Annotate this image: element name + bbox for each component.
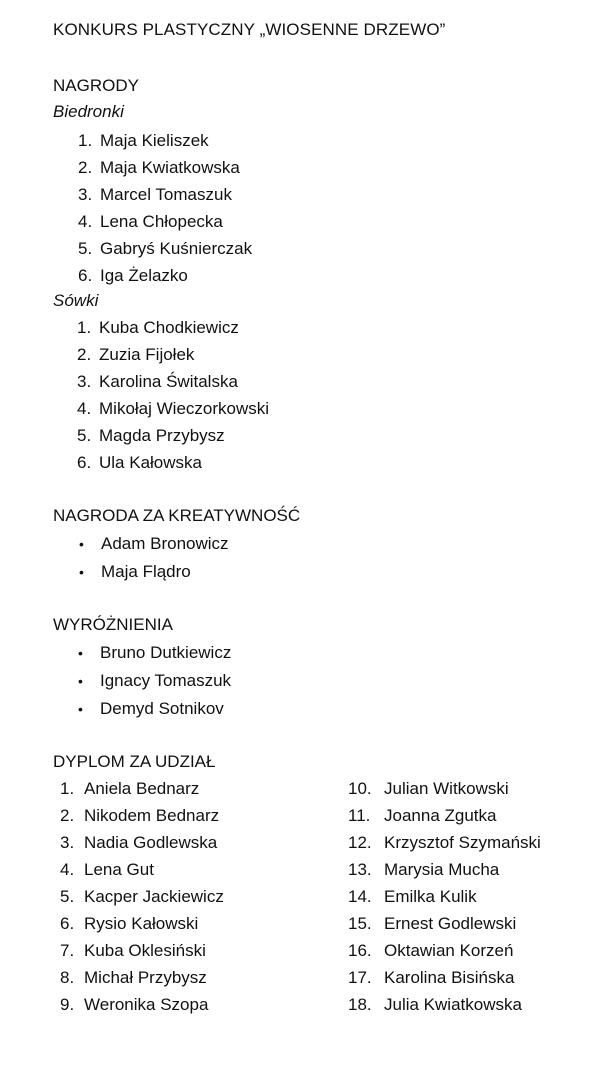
list-item [60,964,224,991]
list-item [78,127,252,154]
list-item [77,449,269,476]
item-name: Ula Kałowska [99,453,202,472]
item-name: Magda Przybysz [99,426,225,445]
list-item [348,802,541,829]
item-name: Karolina Świtalska [99,372,238,391]
list-item [348,937,541,964]
kreatywnosc-list [79,530,229,586]
list-item [348,991,541,1018]
list-item [60,802,224,829]
list-item [78,695,231,723]
item-name: Kacper Jackiewicz [84,887,224,906]
item-name: Lena Chłopecka [100,212,223,231]
list-item [78,181,252,208]
item-number: 3. [60,833,75,852]
list-item [78,208,252,235]
item-number: 1. [77,318,92,337]
item-number: 4. [60,860,75,879]
sowki-list [77,314,269,476]
item-name: Krzysztof Szymański [384,833,541,852]
item-name: Joanna Zgutka [384,806,497,825]
item-number: 5. [60,887,75,906]
item-name: Lena Gut [84,860,154,879]
item-number: 6. [77,453,92,472]
page-title: KONKURS PLASTYCZNY „WIOSENNE DRZEWO” [53,20,446,39]
item-name: Maja Kwiatkowska [100,158,240,177]
item-number: 5. [78,239,93,258]
list-item [79,558,229,586]
list-item [348,856,541,883]
item-name: Zuzia Fijołek [99,345,195,364]
section-heading-wyroznienia: WYRÓŻNIENIA [53,615,173,634]
list-item [60,829,224,856]
item-name: Emilka Kulik [384,887,477,906]
item-name: Adam Bronowicz [101,534,229,553]
item-number: 2. [78,158,93,177]
item-name: Aniela Bednarz [84,779,200,798]
wyroznienia-list [78,639,231,723]
bullet-icon: • [78,673,83,689]
item-number: 2. [77,345,92,364]
item-name: Mikołaj Wieczorkowski [99,399,270,418]
list-item [60,883,224,910]
list-item [348,775,541,802]
item-number: 9. [60,995,75,1014]
item-number: 5. [77,426,92,445]
item-number: 4. [78,212,93,231]
item-name: Karolina Bisińska [384,968,515,987]
bullet-icon: • [79,564,84,580]
item-name: Ernest Godlewski [384,914,517,933]
item-number: 6. [60,914,75,933]
item-name: Julian Witkowski [384,779,509,798]
item-number: 16. [348,941,372,960]
list-item [78,262,252,289]
item-number: 15. [348,914,372,933]
item-number: 2. [60,806,75,825]
section-heading-dyplom: DYPLOM ZA UDZIAŁ [53,752,216,771]
item-name: Marysia Mucha [384,860,500,879]
item-name: Kuba Chodkiewicz [99,318,239,337]
item-name: Maja Kieliszek [100,131,209,150]
list-item [348,910,541,937]
list-item [78,235,252,262]
item-number: 18. [348,995,372,1014]
item-number: 10. [348,779,372,798]
section-heading-kreatywnosc: NAGRODA ZA KREATYWNOŚĆ [53,506,301,525]
list-item [348,883,541,910]
item-name: Michał Przybysz [84,968,207,987]
item-name: Rysio Kałowski [84,914,199,933]
list-item [348,829,541,856]
item-number: 12. [348,833,372,852]
list-item [77,395,269,422]
dyplom-list-right [348,775,541,1018]
section-heading-nagrody: NAGRODY [53,76,139,95]
item-name: Nadia Godlewska [84,833,218,852]
bullet-icon: • [78,701,83,717]
list-item [78,639,231,667]
item-number: 3. [77,372,92,391]
item-number: 13. [348,860,372,879]
item-number: 3. [78,185,93,204]
item-name: Weronika Szopa [84,995,209,1014]
item-number: 7. [60,941,75,960]
list-item [77,368,269,395]
item-number: 1. [60,779,75,798]
list-item [77,314,269,341]
list-item [60,856,224,883]
list-item [77,422,269,449]
list-item [60,937,224,964]
dyplom-list-left [60,775,224,1018]
item-number: 6. [78,266,93,285]
biedronki-list [78,127,252,289]
item-number: 14. [348,887,372,906]
bullet-icon: • [78,645,83,661]
item-name: Julia Kwiatkowska [384,995,522,1014]
bullet-icon: • [79,536,84,552]
item-name: Gabryś Kuśnierczak [100,239,253,258]
list-item [60,910,224,937]
item-number: 4. [77,399,92,418]
list-item [60,775,224,802]
item-name: Bruno Dutkiewicz [100,643,232,662]
item-name: Demyd Sotnikov [100,699,224,718]
list-item [78,154,252,181]
item-number: 1. [78,131,93,150]
list-item [78,667,231,695]
item-name: Kuba Oklesiński [84,941,206,960]
item-name: Ignacy Tomaszuk [100,671,232,690]
item-name: Oktawian Korzeń [384,941,514,960]
item-number: 8. [60,968,75,987]
item-name: Iga Żelazko [100,266,188,285]
item-name: Maja Flądro [101,562,191,581]
item-name: Marcel Tomaszuk [100,185,232,204]
item-name: Nikodem Bednarz [84,806,220,825]
list-item [77,341,269,368]
list-item [348,964,541,991]
list-item [60,991,224,1018]
list-item [79,530,229,558]
group-heading-biedronki: Biedronki [53,102,124,121]
item-number: 11. [348,806,371,825]
item-number: 17. [348,968,372,987]
group-heading-sowki: Sówki [53,291,99,310]
